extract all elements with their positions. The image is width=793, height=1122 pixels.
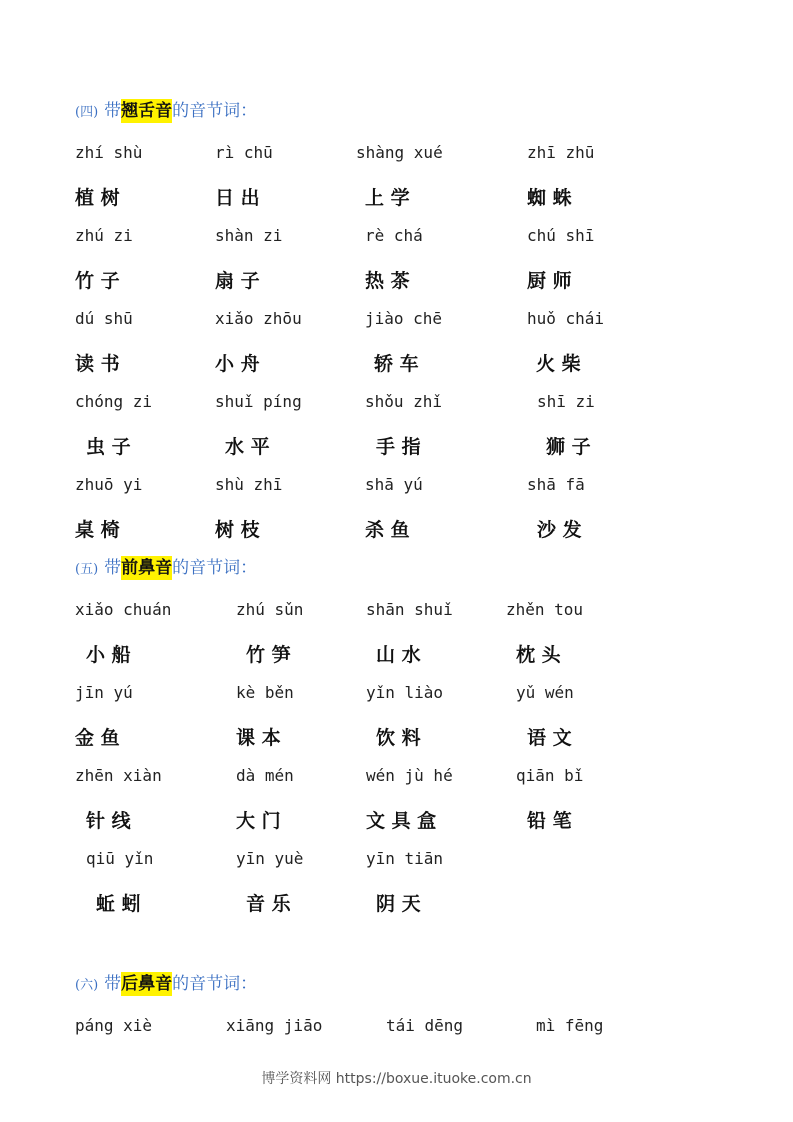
hanzi-cell: 阴 天 bbox=[376, 893, 421, 915]
hanzi-row bbox=[0, 640, 793, 666]
hanzi-cell: 热 茶 bbox=[365, 270, 410, 292]
hanzi-cell: 狮 子 bbox=[546, 436, 591, 458]
hanzi-cell: 针 线 bbox=[86, 810, 131, 832]
heading-highlight: 后鼻音 bbox=[121, 974, 173, 994]
section-6-heading bbox=[75, 971, 257, 997]
pinyin-cell: huǒ chái bbox=[527, 309, 605, 328]
hanzi-cell: 文 具 盒 bbox=[366, 810, 437, 832]
hanzi-cell: 语 文 bbox=[527, 727, 572, 749]
hanzi-cell: 日 出 bbox=[215, 187, 260, 209]
hanzi-cell: 上 学 bbox=[365, 187, 410, 209]
hanzi-row bbox=[0, 432, 793, 458]
pinyin-cell: zhú sǔn bbox=[236, 600, 304, 619]
pinyin-cell: wén jù hé bbox=[366, 766, 453, 785]
pinyin-cell: shàng xué bbox=[356, 143, 443, 162]
pinyin-cell: chú shī bbox=[527, 226, 595, 245]
pinyin-cell: zhī zhū bbox=[527, 143, 595, 162]
pinyin-cell: tái dēng bbox=[386, 1016, 464, 1035]
hanzi-cell: 扇 子 bbox=[215, 270, 260, 292]
pinyin-row bbox=[0, 600, 793, 626]
hanzi-cell: 树 枝 bbox=[215, 519, 260, 541]
hanzi-cell: 饮 料 bbox=[376, 727, 421, 749]
section-number: (五) bbox=[75, 562, 99, 577]
pinyin-cell: qiān bǐ bbox=[516, 766, 584, 785]
hanzi-cell: 水 平 bbox=[225, 436, 270, 458]
pinyin-cell: kè běn bbox=[236, 683, 294, 702]
pinyin-cell: shuǐ píng bbox=[215, 392, 302, 411]
hanzi-cell: 课 本 bbox=[236, 727, 281, 749]
hanzi-cell: 竹 笋 bbox=[246, 644, 291, 666]
hanzi-cell: 桌 椅 bbox=[75, 519, 120, 541]
hanzi-row bbox=[0, 889, 793, 915]
hanzi-row bbox=[0, 723, 793, 749]
hanzi-cell: 植 树 bbox=[75, 187, 120, 209]
hanzi-row bbox=[0, 349, 793, 375]
pinyin-cell: dà mén bbox=[236, 766, 294, 785]
hanzi-cell: 读 书 bbox=[75, 353, 120, 375]
pinyin-cell: páng xiè bbox=[75, 1016, 153, 1035]
pinyin-row bbox=[0, 143, 793, 169]
hanzi-row bbox=[0, 183, 793, 209]
hanzi-cell: 小 舟 bbox=[215, 353, 260, 375]
hanzi-cell: 大 门 bbox=[236, 810, 281, 832]
pinyin-cell: rè chá bbox=[365, 226, 423, 245]
pinyin-cell: shā yú bbox=[365, 475, 423, 494]
pinyin-cell: zhuō yi bbox=[75, 475, 143, 494]
heading-prefix: 带 bbox=[104, 974, 122, 994]
heading-prefix: 带 bbox=[104, 101, 122, 121]
pinyin-cell: shī zi bbox=[537, 392, 595, 411]
pinyin-row bbox=[0, 309, 793, 335]
heading-suffix: 的音节词： bbox=[172, 974, 258, 994]
pinyin-row bbox=[0, 683, 793, 709]
pinyin-cell: qiū yǐn bbox=[86, 849, 154, 868]
hanzi-cell: 杀 鱼 bbox=[365, 519, 410, 541]
pinyin-cell: chóng zi bbox=[75, 392, 153, 411]
heading-highlight: 翘舌音 bbox=[121, 101, 173, 121]
hanzi-cell: 虫 子 bbox=[86, 436, 131, 458]
pinyin-row bbox=[0, 475, 793, 501]
pinyin-row bbox=[0, 1016, 793, 1042]
hanzi-cell: 金 鱼 bbox=[75, 727, 120, 749]
heading-highlight: 前鼻音 bbox=[121, 558, 173, 578]
pinyin-cell: zhěn tou bbox=[506, 600, 584, 619]
hanzi-cell: 沙 发 bbox=[537, 519, 582, 541]
hanzi-cell: 山 水 bbox=[376, 644, 421, 666]
pinyin-cell: jīn yú bbox=[75, 683, 133, 702]
pinyin-cell: shǒu zhǐ bbox=[365, 392, 443, 411]
hanzi-cell: 竹 子 bbox=[75, 270, 120, 292]
pinyin-cell: xiǎo chuán bbox=[75, 600, 172, 619]
pinyin-cell: mì fēng bbox=[536, 1016, 604, 1035]
hanzi-row bbox=[0, 806, 793, 832]
heading-prefix: 带 bbox=[104, 558, 122, 578]
hanzi-cell: 音 乐 bbox=[246, 893, 291, 915]
pinyin-row bbox=[0, 392, 793, 418]
pinyin-cell: yīn tiān bbox=[366, 849, 444, 868]
section-number: (四) bbox=[75, 105, 99, 120]
pinyin-cell: zhú zi bbox=[75, 226, 133, 245]
pinyin-cell: dú shū bbox=[75, 309, 133, 328]
pinyin-cell: yǐn liào bbox=[366, 683, 444, 702]
hanzi-row bbox=[0, 266, 793, 292]
hanzi-cell: 小 船 bbox=[86, 644, 131, 666]
pinyin-cell: yǔ wén bbox=[516, 683, 574, 702]
hanzi-cell: 枕 头 bbox=[516, 644, 561, 666]
pinyin-row bbox=[0, 226, 793, 252]
section-5-heading bbox=[75, 555, 257, 581]
hanzi-cell: 蜘 蛛 bbox=[527, 187, 572, 209]
pinyin-row bbox=[0, 849, 793, 875]
heading-suffix: 的音节词： bbox=[172, 558, 258, 578]
pinyin-row bbox=[0, 766, 793, 792]
pinyin-cell: shàn zi bbox=[215, 226, 283, 245]
hanzi-cell: 铅 笔 bbox=[527, 810, 572, 832]
hanzi-cell: 蚯 蚓 bbox=[96, 893, 141, 915]
pinyin-cell: zhēn xiàn bbox=[75, 766, 162, 785]
hanzi-cell: 轿 车 bbox=[374, 353, 419, 375]
pinyin-cell: shān shuǐ bbox=[366, 600, 453, 619]
pinyin-cell: xiāng jiāo bbox=[226, 1016, 323, 1035]
hanzi-cell: 火 柴 bbox=[536, 353, 581, 375]
pinyin-cell: shā fā bbox=[527, 475, 585, 494]
footer-watermark: 博学资料网 https://boxue.ituoke.com.cn bbox=[261, 1071, 532, 1087]
section-4-heading bbox=[75, 98, 257, 124]
pinyin-cell: zhí shù bbox=[75, 143, 143, 162]
section-number: (六) bbox=[75, 978, 99, 993]
hanzi-cell: 手 指 bbox=[376, 436, 421, 458]
pinyin-cell: rì chū bbox=[215, 143, 273, 162]
pinyin-cell: yīn yuè bbox=[236, 849, 304, 868]
heading-suffix: 的音节词： bbox=[172, 101, 258, 121]
pinyin-cell: shù zhī bbox=[215, 475, 283, 494]
hanzi-cell: 厨 师 bbox=[527, 270, 572, 292]
hanzi-row bbox=[0, 515, 793, 541]
pinyin-cell: jiào chē bbox=[365, 309, 443, 328]
pinyin-cell: xiǎo zhōu bbox=[215, 309, 302, 328]
